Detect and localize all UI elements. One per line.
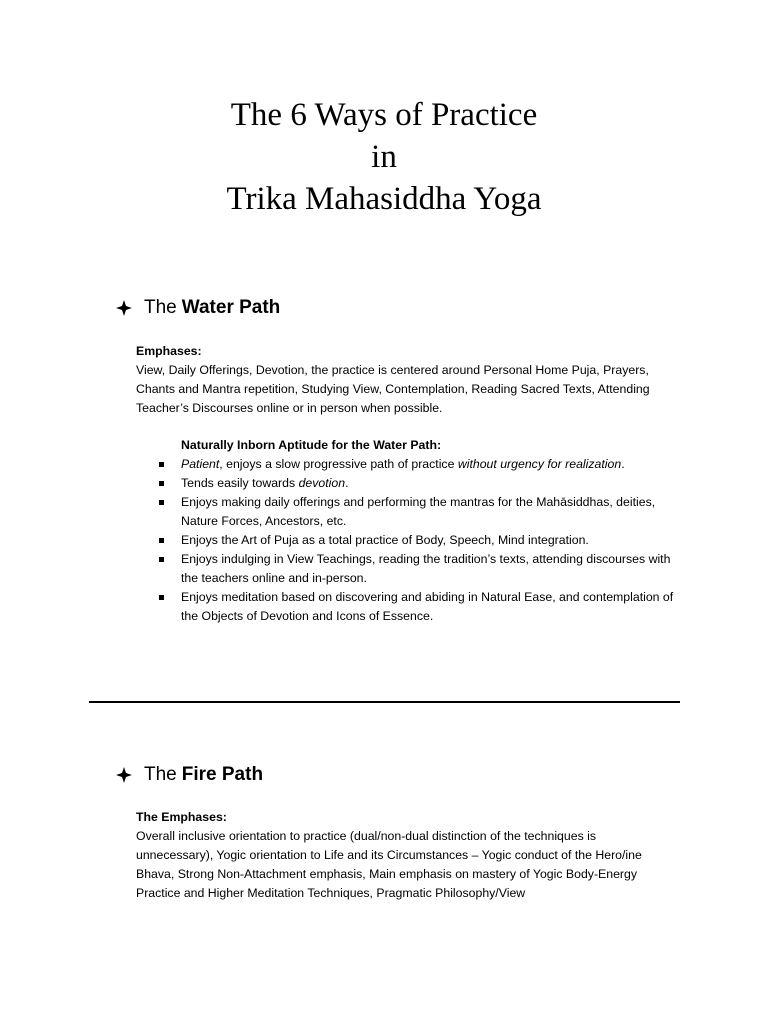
square-bullet-icon bbox=[159, 538, 164, 543]
bullet-1-italic-2: without urgency for realization bbox=[457, 457, 622, 471]
title-line-1: The 6 Ways of Practice bbox=[230, 97, 538, 133]
section-divider bbox=[89, 701, 680, 703]
bullet-3-text: Enjoys making daily offerings and performing the mantras for the Mahāsiddhas, deities, Nature Forces, Ancestors, etc. bbox=[181, 495, 656, 528]
list-item bbox=[157, 588, 677, 626]
list-item bbox=[157, 531, 677, 550]
document-title bbox=[0, 94, 768, 220]
water-aptitude-label: Naturally Inborn Aptitude for the Water Path: bbox=[181, 438, 442, 452]
fire-emphases-text: Overall inclusive orientation to practice (dual/non-dual distinction of the techniques is unnecessary), Yogic orientation to Life and its Circumstances – Yogic conduct of the Hero/ine Bhava, Strong Non-Attachment emphasis, Main emphasis on mastery of Yogic Body-Energy Practice and Higher Meditation Techniques, Pragmatic Philosophy/View bbox=[136, 829, 642, 900]
bullet-6-text: Enjoys meditation based on discovering and abiding in Natural Ease, and contemplation of the Objects of Devotion and Icons of Essence. bbox=[181, 590, 674, 623]
fire-heading-title: Fire Path bbox=[181, 764, 264, 785]
square-bullet-icon bbox=[159, 481, 164, 486]
fire-heading-prefix: The bbox=[144, 764, 177, 785]
bullet-1-end: . bbox=[621, 457, 625, 471]
water-heading-prefix: The bbox=[144, 297, 177, 318]
title-line-3: Trika Mahasiddha Yoga bbox=[226, 181, 542, 217]
bullet-2-start: Tends easily towards bbox=[181, 476, 299, 490]
water-emphases-text: View, Daily Offerings, Devotion, the practice is centered around Personal Home Puja, Prayers, Chants and Mantra repetition, Studying View, Contemplation, Reading Sacred Texts, Attending Teacher’s Discourses online or in person when possible. bbox=[136, 363, 650, 415]
diamond-bullet-icon bbox=[116, 767, 132, 783]
bullet-5-text: Enjoys indulging in View Teachings, reading the tradition’s texts, attending discourses with the teachers online and in-person. bbox=[181, 552, 671, 585]
bullet-2-end: . bbox=[345, 476, 349, 490]
bullet-2-italic: devotion bbox=[298, 476, 346, 490]
list-item bbox=[157, 455, 677, 474]
list-item bbox=[157, 474, 677, 493]
fire-emphases-label: The Emphases: bbox=[136, 810, 227, 824]
water-aptitude-list bbox=[157, 455, 677, 626]
square-bullet-icon bbox=[159, 462, 164, 467]
title-line-2: in bbox=[371, 139, 397, 175]
water-heading-title: Water Path bbox=[181, 297, 281, 318]
water-emphases bbox=[136, 342, 676, 418]
square-bullet-icon bbox=[159, 557, 164, 562]
square-bullet-icon bbox=[159, 500, 164, 505]
square-bullet-icon bbox=[159, 595, 164, 600]
bullet-1-italic: Patient bbox=[181, 457, 220, 471]
fire-emphases bbox=[136, 808, 676, 903]
diamond-bullet-icon bbox=[116, 300, 132, 316]
water-emphases-label: Emphases: bbox=[136, 344, 202, 358]
list-item bbox=[157, 493, 677, 531]
fire-path-heading bbox=[116, 763, 263, 787]
water-path-heading bbox=[116, 296, 280, 320]
list-item bbox=[157, 550, 677, 588]
bullet-4-text: Enjoys the Art of Puja as a total practice of Body, Speech, Mind integration. bbox=[181, 533, 589, 547]
bullet-1-mid: , enjoys a slow progressive path of practice bbox=[219, 457, 458, 471]
